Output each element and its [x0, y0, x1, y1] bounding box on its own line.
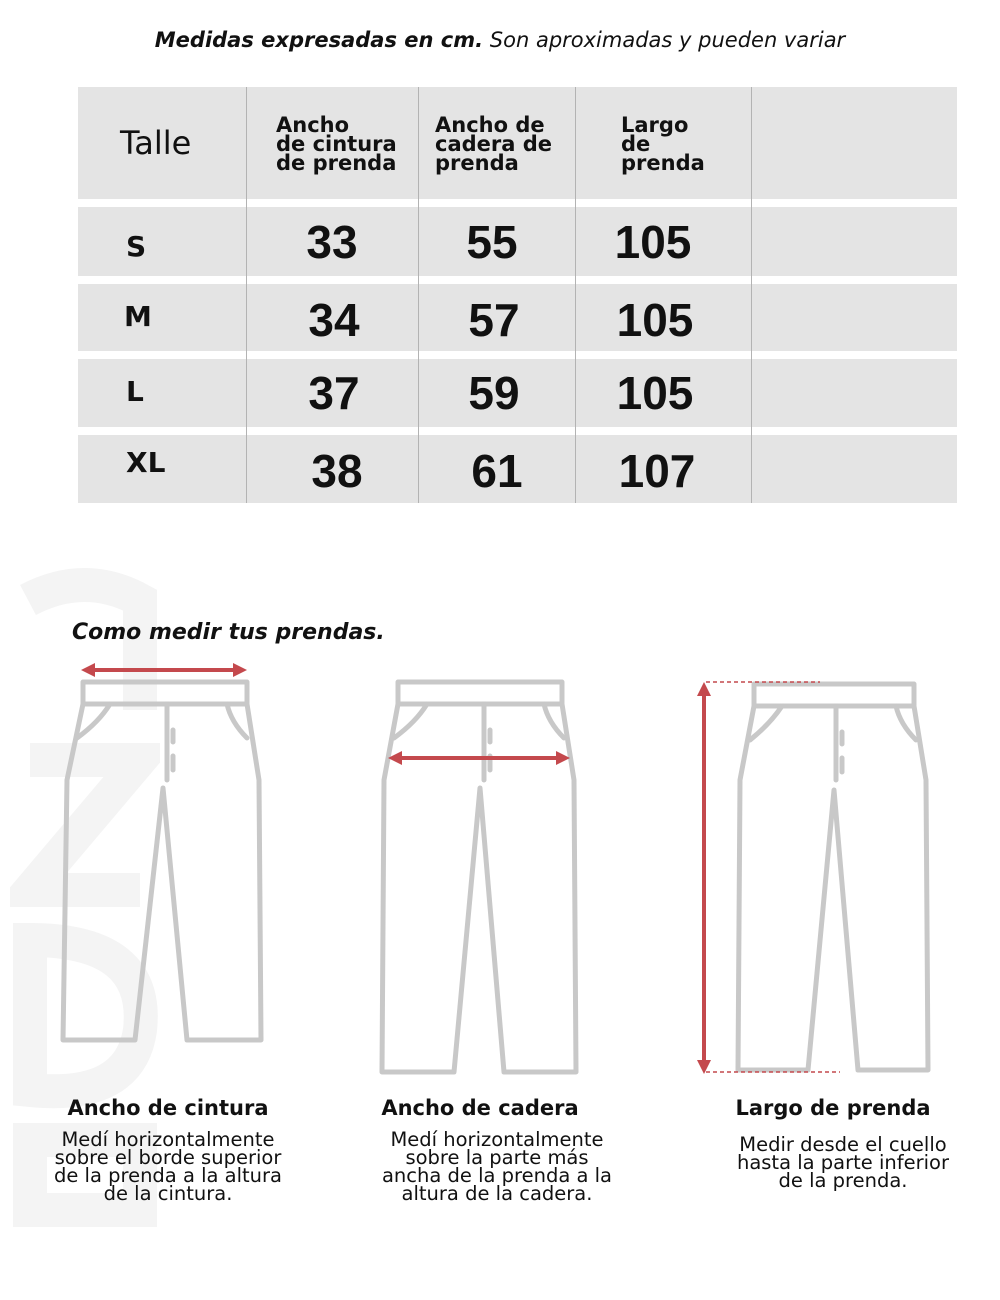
header-ancho-cadera: Ancho de cadera de prenda	[435, 113, 553, 175]
header-largo: Largo de prenda	[621, 113, 705, 175]
pants-waist-illustration	[55, 660, 275, 1080]
largo-xl: 107	[618, 445, 696, 497]
title-normal: Son aproximadas y pueden variar	[489, 28, 846, 52]
caption-title-cadera: Ancho de cadera	[381, 1096, 579, 1120]
column-divider	[575, 87, 576, 503]
cintura-s: 33	[306, 216, 358, 268]
caption-desc-cintura: Medí horizontalmente sobre el borde superior de la prenda a la altura de la cintura.	[53, 1128, 283, 1205]
cintura-m: 34	[308, 294, 360, 346]
size-m: M	[124, 300, 152, 333]
column-divider	[418, 87, 419, 503]
caption-title-cintura: Ancho de cintura	[67, 1096, 269, 1120]
pants-hip-illustration	[372, 660, 592, 1080]
column-divider	[751, 87, 752, 503]
cadera-m: 57	[468, 294, 520, 346]
page-title	[0, 28, 1000, 52]
size-s: S	[126, 230, 147, 263]
largo-s: 105	[614, 216, 692, 268]
cadera-l: 59	[468, 367, 520, 419]
pants-length-illustration	[690, 660, 940, 1080]
cintura-xl: 38	[311, 445, 363, 497]
caption-title-largo: Largo de prenda	[735, 1096, 931, 1120]
header-ancho-cintura: Ancho de cintura de prenda	[276, 113, 397, 175]
cadera-xl: 61	[471, 445, 523, 497]
size-xl: XL	[126, 446, 166, 479]
cintura-l: 37	[308, 367, 360, 419]
size-l: L	[126, 375, 144, 408]
header-talle: Talle	[120, 124, 192, 162]
cadera-s: 55	[466, 216, 518, 268]
largo-l: 105	[616, 367, 694, 419]
guide-title: Como medir tus prendas.	[72, 620, 385, 645]
column-divider	[246, 87, 247, 503]
caption-desc-largo: Medir desde el cuello hasta la parte inferior de la prenda.	[736, 1133, 950, 1192]
title-bold: Medidas expresadas en cm.	[154, 28, 484, 52]
caption-desc-cadera: Medí horizontalmente sobre la parte más ancha de la prenda a la altura de la cadera.	[381, 1128, 613, 1205]
largo-m: 105	[616, 294, 694, 346]
